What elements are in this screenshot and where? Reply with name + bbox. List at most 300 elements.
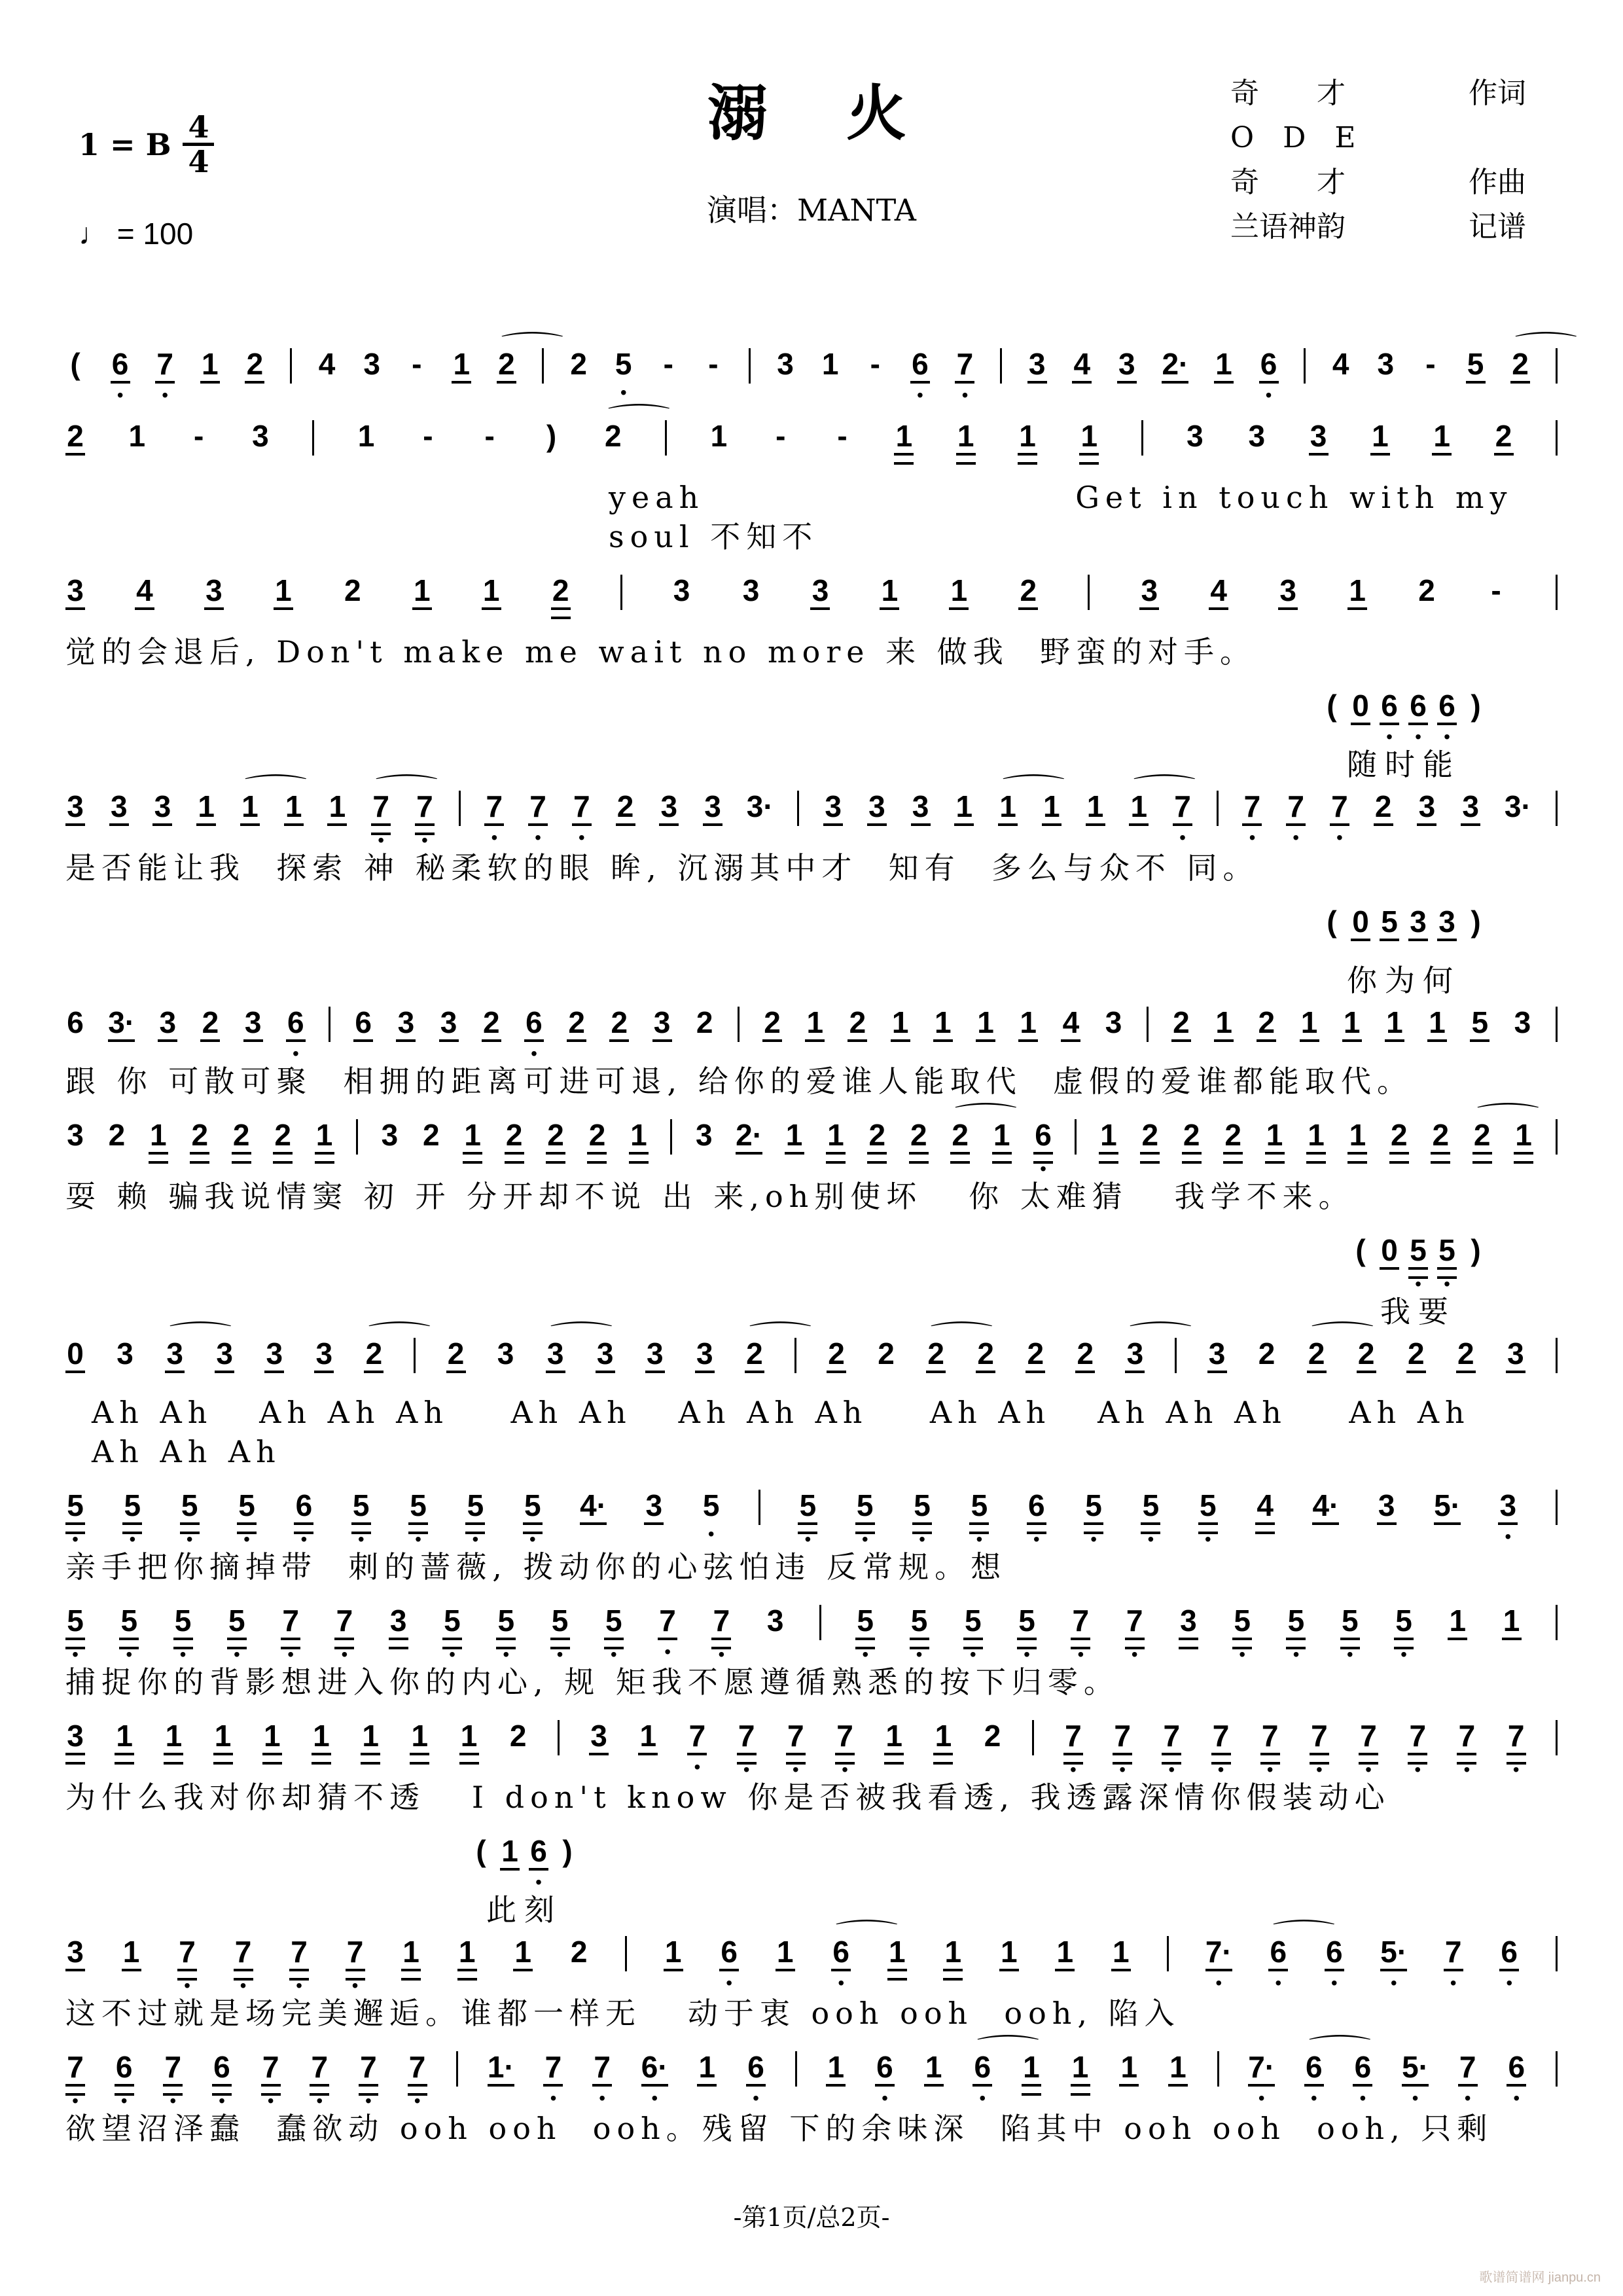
barline (670, 1119, 672, 1155)
note-token: ⌒ 7 • (371, 789, 391, 847)
note-token: 5 • (237, 1488, 257, 1546)
note-token: 5 (1470, 1005, 1489, 1060)
note-token: 3 (695, 1118, 713, 1152)
note-token: 1 (1300, 1005, 1319, 1060)
notation-system-2 (65, 419, 1558, 556)
note-token: 3 (1514, 1005, 1531, 1039)
note-token: 2 (1494, 419, 1514, 474)
note-token: 2 (827, 1336, 846, 1391)
barline (1304, 348, 1306, 384)
note-token: 2 (1257, 1005, 1276, 1060)
performer-line: 演唱：MANTA (707, 192, 916, 228)
note-token: 7 • (334, 1604, 354, 1661)
notation-system-3 (65, 573, 1558, 672)
note-token: 3 (867, 789, 887, 844)
note-token: 1 (452, 347, 471, 402)
dash-extension: - (412, 347, 422, 381)
note-token: 5 • (604, 1604, 624, 1661)
note-token: 7 • (955, 347, 974, 402)
note-token: 6 • (1437, 689, 1457, 744)
note-token: ⌒ 1 (1129, 789, 1149, 844)
note-token: 1 (196, 789, 216, 844)
note-token: 1 (1427, 1005, 1447, 1060)
note-token: 2 (1406, 1336, 1426, 1391)
note-token: 7 • (592, 2050, 612, 2105)
note-token: 2 (1171, 1005, 1191, 1060)
note-token: 2 (200, 1005, 220, 1060)
note-token: 1 (1342, 1005, 1362, 1060)
note-token: 5 • (1084, 1488, 1103, 1546)
note-token: 1 (999, 1935, 1019, 1990)
note-token: 3 (1309, 419, 1329, 474)
note-token: 5 • (1141, 1488, 1160, 1546)
note-token: 5 • (1286, 1604, 1306, 1661)
note-token: 2 (878, 1336, 895, 1371)
barline (1556, 1605, 1558, 1640)
note-token: 7 • (484, 789, 504, 844)
parenthesis: ) (1471, 689, 1481, 723)
note-token: 3 (1377, 1488, 1397, 1543)
note-token: 6· • (641, 2050, 668, 2108)
notation-row (65, 1005, 1558, 1064)
notation-system-4 (65, 789, 1558, 888)
note-token: 6 • (1027, 1488, 1046, 1546)
note-token: 2 (587, 1118, 607, 1175)
note-token: 2 (1182, 1118, 1202, 1175)
note-token: 1 (513, 1935, 533, 1990)
note-token: 1 (826, 2050, 846, 2105)
note-token: 2 (609, 1005, 629, 1060)
dash-extension: - (837, 419, 847, 453)
note-token: 7 • (1330, 789, 1349, 844)
note-token: 3 (1278, 573, 1298, 628)
note-token: 1 (274, 573, 293, 628)
note-token: 3 (777, 347, 794, 381)
note-token: 6 • (746, 2050, 766, 2105)
barline (1556, 1720, 1558, 1755)
note-token: 1 (115, 1719, 134, 1776)
notation-system-11 (65, 1935, 1558, 2033)
note-token: 3 (116, 1336, 134, 1371)
note-token: ⌒ 1 (240, 789, 260, 844)
note-token: 3 (742, 573, 760, 607)
note-token: 7 • (234, 1935, 253, 1992)
note-token: 7 • (261, 2050, 281, 2108)
note-token: 1 (933, 1719, 953, 1776)
notation-row (65, 573, 1558, 631)
notation-system-1-intro (65, 347, 1558, 405)
dash-extension: - (663, 347, 673, 381)
note-token: 7· • (1205, 1935, 1232, 1993)
barline (1217, 791, 1219, 826)
credit-lyricist (1230, 69, 1554, 111)
note-token: 5 • (910, 1604, 929, 1661)
note-token: 1 (1018, 1005, 1038, 1060)
notation-system-5 (65, 1005, 1558, 1101)
note-token: 7 • (1408, 1719, 1427, 1776)
note-token: 3 (152, 789, 172, 844)
note-token: 1 (164, 1719, 183, 1776)
note-token: 1 (149, 1118, 168, 1175)
note-token: 1 (629, 1118, 649, 1175)
lyrics-line: 我要 (1380, 1294, 1456, 1329)
note-token: 5 • (442, 1604, 462, 1661)
barline (797, 791, 799, 826)
note-token: 7 • (528, 789, 548, 844)
song-title: 溺 火 (707, 78, 916, 149)
notation-row (1322, 689, 1486, 747)
note-token: 2 (551, 573, 571, 631)
lyrics-line: Ah Ah Ah Ah Ah Ah Ah Ah Ah Ah Ah Ah Ah Ah Ah Ah Ah Ah Ah Ah (92, 1395, 1517, 1469)
note-token: 2 (1431, 1118, 1450, 1175)
barline (1032, 1720, 1034, 1755)
note-token: 3 (644, 1488, 664, 1543)
note-token: 7 • (163, 2050, 183, 2108)
note-token: 1 (312, 1719, 331, 1776)
note-token: 6 (67, 1005, 84, 1039)
notation-row (65, 1488, 1558, 1549)
note-token: 1 (482, 573, 501, 628)
note-token: 1 (457, 1935, 477, 1992)
note-token: 1 (500, 1834, 520, 1889)
note-token: 3 (911, 789, 931, 844)
note-token: 3 (158, 1005, 177, 1060)
lyrics-line: 耍 赖 骗我说情窦 初 开 分开却不说 出 来,oh别使坏 你 太难猜 我学不来。 (65, 1179, 1355, 1214)
credit-role: 记谱 (1469, 210, 1526, 243)
note-token: 3 (1179, 1604, 1198, 1661)
dash-extension: - (1491, 573, 1501, 607)
note-token: 1 (1448, 1604, 1467, 1659)
note-token: 5 • (855, 1604, 875, 1661)
lyrics-line: 亲手把你摘掉带 刺的蔷薇, 拨动你的心弦怕违 反常规。想 (65, 1549, 1007, 1585)
note-token: ⌒ 2 (1510, 347, 1530, 402)
note-token: 1 (785, 1118, 804, 1173)
note-token: 3 (1461, 789, 1480, 844)
note-token: 1 (1502, 1604, 1522, 1659)
note-token: 1 (361, 1719, 380, 1776)
note-token: 2 (1223, 1118, 1243, 1175)
note-token: 7· • (1248, 2050, 1275, 2108)
note-token: ⌒ 2 (1307, 1336, 1327, 1391)
note-token: 1 (1099, 1118, 1118, 1175)
note-token: ⌒ 2 (364, 1336, 383, 1391)
dash-extension: - (708, 347, 719, 381)
note-token: 5· • (1402, 2050, 1429, 2108)
barline (749, 348, 751, 384)
note-token: 6 • (524, 1005, 544, 1060)
credit-name: 奇 才 (1230, 77, 1346, 110)
note-token: 1 (924, 2050, 944, 2105)
note-token: 5 (1466, 347, 1486, 402)
note-token: 1 (1018, 419, 1037, 476)
note-token: 6 • (1353, 2050, 1372, 2105)
note-token: 2 (1374, 789, 1393, 844)
note-token: 7 • (1211, 1719, 1231, 1776)
note-token: 3· (1504, 789, 1531, 823)
note-token: 3· (108, 1005, 135, 1060)
note-token: 2 (867, 1118, 887, 1175)
note-token: 1 (1347, 1118, 1367, 1175)
note-token: 3 (109, 789, 129, 844)
note-token: 3 (596, 1336, 615, 1391)
notation-row (65, 1118, 1558, 1179)
note-token: 5 • (855, 1488, 875, 1546)
note-token: 5 • (173, 1604, 193, 1661)
note-token: 5 • (1017, 1604, 1037, 1661)
note-token: 2 (65, 419, 85, 474)
note-token: 1 (1079, 419, 1099, 476)
barline (1167, 1936, 1169, 1971)
note-token: ⌒ 6 • (972, 2050, 992, 2105)
note-token: 1 (315, 1118, 334, 1175)
key-signature (79, 111, 214, 177)
note-token: 1 (894, 419, 914, 476)
barline (1556, 1119, 1558, 1155)
note-token: 1 (1265, 1118, 1285, 1175)
note-token: 6 • (1380, 689, 1399, 744)
note-token: 6 • (111, 347, 130, 402)
note-token: 7 • (543, 2050, 563, 2105)
note-token: 1 (1071, 2050, 1090, 2108)
note-token: 7 • (155, 347, 175, 402)
note-token: 4 (135, 573, 154, 628)
note-token: 2 (482, 1005, 501, 1060)
site-watermark: 歌谱简谱网 jianpu.cn (1479, 2270, 1601, 2285)
note-token: 3 (1139, 573, 1159, 628)
note-token: 5 • (65, 1604, 85, 1661)
parenthesis: ) (562, 1834, 573, 1868)
note-token: 7 • (1507, 1719, 1526, 1776)
note-token: 7 • (687, 1719, 707, 1774)
note-token: 7 • (1444, 1935, 1463, 1990)
note-token: 2 (190, 1118, 209, 1175)
dash-extension: - (870, 347, 880, 381)
notation-system-6 (65, 1118, 1558, 1216)
note-token: 1 (1347, 573, 1367, 628)
note-token: ⌒ 2 (926, 1336, 946, 1391)
note-token: 3 (65, 1719, 85, 1776)
note-token: 4 (1061, 1005, 1080, 1060)
note-token: 2 (1140, 1118, 1160, 1175)
note-token: 1 (1432, 419, 1452, 474)
note-token: 6 • (529, 1834, 548, 1889)
note-token: 7 • (310, 2050, 329, 2108)
lyrics-line: 是否能让我 探索 神 秘柔软的眼 眸, 沉溺其中才 知有 多么与众不 同。 (65, 850, 1259, 886)
barline (1088, 575, 1090, 610)
note-token: 3 (1027, 347, 1047, 402)
lyrics-line: 这不过就是场完美邂逅。谁都一样无 动于衷 ooh ooh ooh, 陷入 (65, 1996, 1181, 2031)
note-token: 2 (1075, 1336, 1095, 1391)
note-token: 2 (976, 1336, 995, 1391)
note-token: 3 (243, 1005, 263, 1060)
notation-row (65, 789, 1558, 850)
note-token: 5 • (963, 1604, 983, 1661)
barline (1141, 420, 1143, 456)
dash-extension: - (776, 419, 786, 453)
note-token: ⌒ 2 (603, 419, 623, 471)
credit-transcriber (1230, 203, 1554, 245)
parenthesis: ( (1327, 689, 1337, 723)
notation-system-8 (65, 1488, 1558, 1587)
note-token: 3 (1417, 789, 1436, 844)
note-token: 1 (880, 573, 899, 628)
note-token: 1 (200, 347, 220, 402)
dash-extension: - (1425, 347, 1436, 381)
note-token: 1 (638, 1719, 658, 1774)
lyrics-line: 跟 你 可散可聚 相拥的距离可进可退, 给你的爱谁人能取代 虚假的爱谁都能取代。 (65, 1064, 1413, 1099)
note-token: 2 (1456, 1336, 1476, 1391)
dash-extension: - (193, 419, 204, 453)
note-token: 2 (108, 1118, 126, 1152)
note-token: 7 • (415, 789, 435, 847)
note-token: 2 (273, 1118, 293, 1175)
note-token: 5 • (523, 1488, 543, 1546)
note-token: 5 • (615, 347, 632, 403)
note-token: 3 (389, 1604, 408, 1661)
note-token: 1 (776, 1935, 795, 1990)
note-token: 0 (1351, 905, 1370, 960)
note-token: 3 (215, 1336, 234, 1391)
note-token: 4 (1255, 1488, 1275, 1546)
note-token: 0 (65, 1336, 85, 1391)
barline (558, 1720, 560, 1755)
note-token: 3 (381, 1118, 399, 1152)
lyrics-line: yeah Get in touch with my soul 不知不 (609, 480, 1529, 554)
lyrics-line: 觉的会退后, Don't make me wait no more 来 做我 野蛮的对手。 (65, 634, 1256, 670)
note-token: 4· (1312, 1488, 1339, 1543)
parenthesis: ( (1355, 1233, 1366, 1267)
barline (290, 348, 292, 384)
note-token: 1 (805, 1005, 825, 1060)
note-token: ⌒ 2 (1472, 1118, 1492, 1175)
note-token: 3· (746, 789, 774, 823)
barline (1556, 1936, 1558, 1971)
lyrics-line: 捕捉你的背影想进入你的内心, 规 矩我不愿遵循熟悉的按下归零。 (65, 1664, 1120, 1700)
tempo-marking: ♩ = 100 (79, 217, 194, 251)
note-token: 0 (1351, 689, 1370, 744)
note-token: 2 (984, 1719, 1001, 1753)
barline (738, 1007, 740, 1042)
note-token: 1 (1111, 1935, 1131, 1990)
note-token: 1 (821, 347, 839, 381)
note-token: 1 (463, 1118, 482, 1175)
note-token: 5 • (351, 1488, 371, 1546)
note-token: 3 (65, 789, 85, 844)
note-token: 6 (353, 1005, 373, 1060)
note-token: 1 (1168, 2050, 1188, 2105)
note-token: 6 • (719, 1935, 739, 1990)
note-token: 4 (1209, 573, 1228, 628)
barline (1556, 420, 1558, 456)
note-token: 4 (1332, 347, 1349, 381)
credit-name: 兰语神韵 (1230, 210, 1346, 243)
note-token: 3 (645, 1336, 665, 1391)
note-token: 7 • (65, 2050, 85, 2108)
lyrics-line: 此刻 (486, 1892, 562, 1928)
notation-row (1351, 1233, 1486, 1294)
note-token: 4 (318, 347, 336, 381)
note-token: 7 • (835, 1719, 855, 1776)
note-token: 6 • (1408, 689, 1428, 744)
note-token: 7 • (786, 1719, 806, 1776)
note-token: 5· • (1380, 1935, 1408, 1993)
note-token: ⌒ 2 (497, 347, 516, 402)
lyrics-line: 随时能 (1347, 747, 1461, 782)
note-token: ⌒ 3 (1125, 1336, 1145, 1391)
barline (1000, 348, 1002, 384)
barline (795, 2051, 797, 2087)
barline (1556, 791, 1558, 826)
note-token: 5 • (1408, 1233, 1428, 1291)
note-token: 6 • (115, 2050, 134, 2108)
time-signature-numerator: 4 (183, 111, 214, 146)
note-token: 1 (884, 1719, 904, 1776)
note-token: 7 • (1286, 789, 1306, 844)
parenthesis: ( (1327, 905, 1337, 939)
note-token: 2 (446, 1336, 466, 1391)
note-token: 3 (439, 1005, 459, 1060)
note-token: 6 • (1499, 1935, 1519, 1990)
barline (459, 791, 461, 826)
note-token: 2 (344, 573, 361, 607)
note-token: 5 • (496, 1604, 516, 1661)
note-token: 3 (1207, 1336, 1227, 1391)
barline (1217, 2051, 1219, 2087)
note-token: 3 (766, 1604, 784, 1638)
note-token: 5 • (702, 1488, 720, 1544)
note-token: 7 • (1242, 789, 1262, 844)
note-token: 1 (1086, 789, 1105, 844)
note-token: 2 (1418, 573, 1435, 607)
dash-extension: - (484, 419, 495, 453)
note-token: 1 (891, 1005, 910, 1060)
note-token: 2 (847, 1005, 867, 1060)
note-token: 3 (659, 789, 679, 844)
note-token: 2 (509, 1719, 527, 1753)
note-token: 1 (943, 1935, 963, 1992)
parenthesis: ) (546, 419, 557, 453)
credit-name: O D E (1230, 121, 1356, 154)
note-token: 7 • (711, 1604, 731, 1661)
note-token: 6 • (875, 2050, 895, 2105)
note-token: 7 • (1063, 1719, 1083, 1776)
barline (329, 1007, 330, 1042)
note-token: 1 (410, 1719, 429, 1776)
note-token: ⌒ 2 (745, 1336, 764, 1391)
note-token: ⌒ 6 • (1268, 1935, 1288, 1990)
note-token: 7 • (1125, 1604, 1145, 1661)
notation-row (471, 1834, 577, 1892)
time-signature (183, 111, 214, 177)
key-text: 1 = B (79, 126, 171, 162)
note-token: 1 (459, 1719, 479, 1776)
note-token: 1 (401, 1935, 421, 1992)
note-token: 3 (1105, 1005, 1122, 1039)
note-token: 1 (357, 419, 375, 453)
note-token: 1 (1514, 1118, 1533, 1175)
score-header (65, 46, 1558, 347)
note-token: 3 (65, 573, 85, 628)
note-token: 2· (1162, 347, 1188, 402)
note-token: 3 (1248, 419, 1266, 453)
credit-ode (1230, 114, 1554, 156)
barline (456, 2051, 458, 2087)
note-token: 6 • (286, 1005, 306, 1060)
parenthesis: ( (476, 1834, 486, 1868)
note-token: 3 (396, 1005, 416, 1060)
note-token: 3 (264, 1336, 284, 1391)
note-token: 6 • (1325, 1935, 1344, 1990)
